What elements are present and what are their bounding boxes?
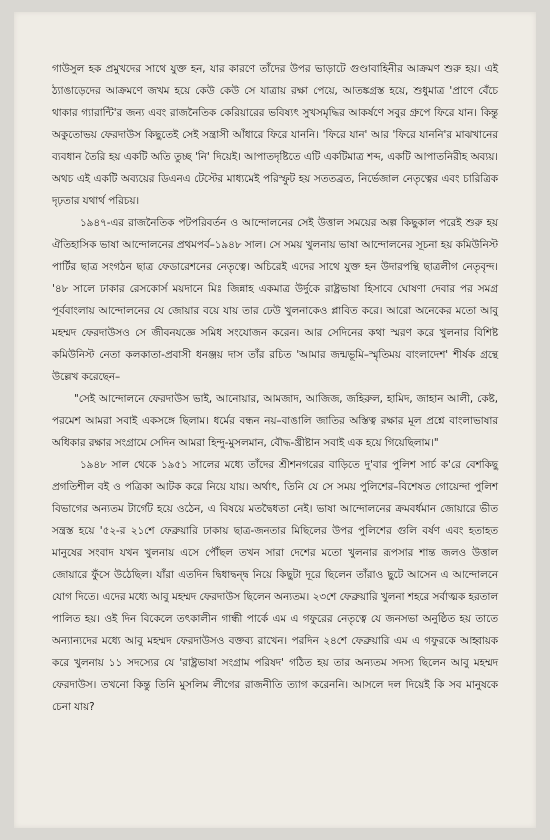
paragraph-3: ১৯৪৮ সাল থেকে ১৯৫১ সালের মধ্যে তাঁদের শ্রীশনগরের বাড়িতে দু'বার পুলিশ সার্চ ক'রে বেশকিছু প্রগতিশীল বই ও পত্রিকা আটক করে নিয়ে যায়। অর্থাৎ, তিনি যে সে সময় পুলিশের–বিশেষত গোয়েন্দা পুলিশ বিভাগের অন্যতম টার্গেট হয়ে ওঠেন, এ বিষয়ে মতদ্বৈধতা নেই। ভাষা আন্দোলনের ক্রমবর্ধমান জোয়ারে ভীত সন্ত্রস্ত হয়ে '৫২-র ২১শে ফেব্রুয়ারি ঢাকায় ছাত্র-জনতার মিছিলের উপর পুলিশের গুলি বর্ষণ এবং হতাহত মানুষের সংবাদ যখন খুলনায় এসে পৌঁছল তখন সারা দেশের মতো খুলনার রূপসার শান্ত জলও উত্তাল জোয়ারে ফুঁসে উঠেছিল। যাঁরা এতদিন দ্বিধাদ্বন্দ্ব নিয়ে কিছুটা দূরে ছিলেন তাঁরাও ছুটে আসেন এ আন্দোলনে যোগ দিতে। এদের মধ্যে আবু মহম্মদ ফেরদাউস ছিলেন অন্যতম। ২৩শে ফেব্রুয়ারি খুলনা শহরে সর্বাত্মক হরতাল পালিত হয়। ওই দিন বিকেলে তৎকালীন গান্ধী পার্কে এম এ গফুরের নেতৃত্বে যে জনসভা অনুষ্ঠিত হয় তাতে অন্যান্যদের মধ্যে আবু মহম্মদ ফেরদাউসও বক্তব্য রাখেন। পরদিন ২৪শে ফেব্রুয়ারি এম এ গফুরকে আহ্বায়ক করে খুলনায় ১১ সদস্যের যে 'রাষ্ট্রভাষা সংগ্রাম পরিষদ' গঠিত হয় তার অন্যতম সদস্য ছিলেন আবু মহম্মদ ফেরদাউস। তখনো কিন্তু তিনি মুসলিম লীগের রাজনীতি ত্যাগ করেননি। আসলে দল দিয়েই কি সব মানুষকে চেনা যায়?	[52, 459, 498, 713]
paragraph-1: গাউসুল হক প্রমুখদের সাথে যুক্ত হন, যার কারণে তাঁদের উপর ভাড়াটে গুণ্ডাবাহিনীর আক্রমণ শুরু হয়। এই ঠ্যাঙাড়েদের আক্রমণে জখম হয়ে কেউ কেউ সে যাত্রায় রক্ষা পেয়ে, আতঙ্কগ্রস্ত হয়ে, শুধুমাত্র 'প্রাণে বেঁচে থাকার গ্যারান্টি'র জন্য এবং রাজনৈতিক কেরিয়ারের ভবিষ্যৎ সুখসমৃদ্ধির আকর্ষণে সবুর গ্রুপে ফিরে যান। কিন্তু অকুতোভয় ফেরদাউস কিছুতেই সেই সন্ত্রাসী আঁধারে ফিরে যাননি। 'ফিরে যান' আর 'ফিরে যাননি'র মাঝখানের ব্যবধান তৈরি হয় একটি অতি তুচ্ছ 'নি' দিয়েই। আপাতদৃষ্টিতে এটি একটিমাত্র শব্দ, একটি আপাতনিরীহ অব্যয়। অথচ এই একটি অব্যয়ের ডিএনএ টেস্টের মাধ্যমেই পরিস্ফুট হয় সততব্রত, নির্ভেজাল নেতৃত্বের এবং চারিত্রিক দৃঢ়তার যথার্থ পরিচয়।	[52, 63, 498, 207]
book-page	[14, 12, 536, 828]
block-quote: "সেই আন্দোলনে ফেরদাউস ভাই, আনোয়ার, আমজাদ, আজিজ, জহিরুল, হামিদ, জাহান আলী, কেষ্ট, পরমেশ আমরা সবাই একসঙ্গে ছিলাম। ধর্মের বন্ধন নয়–বাঙালি জাতির অস্তিত্ব রক্ষার মূল প্রশ্নে বাংলাভাষার অধিকার রক্ষার সংগ্রামে সেদিন আমরা হিন্দু-মুসলমান, বৌদ্ধ-খ্রীষ্টান সবাই এক হয়ে গিয়েছিলাম।"	[52, 393, 498, 449]
page-body-text	[52, 58, 498, 718]
paragraph-2: ১৯৪৭-এর রাজনৈতিক পটপরিবর্তন ও আন্দোলনের সেই উত্তাল সময়ের অল্প কিছুকাল পরেই শুরু হয় ঐতিহাসিক ভাষা আন্দোলনের প্রথমপর্ব–১৯৪৮ সাল। সে সময় খুলনায় ভাষা আন্দোলনের সূচনা হয় কমিউনিস্ট পার্টির ছাত্র সংগঠন ছাত্র ফেডারেশনের নেতৃত্বে। অচিরেই এদের সাথে যুক্ত হন উদারপন্থি ছাত্রলীগ নেতৃবৃন্দ। '৪৮ সালে ঢাকার রেসকোর্স ময়দানে মিঃ জিন্নাহ একমাত্র উর্দুকে রাষ্ট্রভাষা হিসাবে ঘোষণা দেবার পর সমগ্র পূর্ববাংলায় আন্দোলনের যে জোয়ার বয়ে যায় তার ঢেউ খুলনাকেও প্লাবিত করে। আরো অনেকের মতো আবু মহম্মদ ফেরদাউসও সে জীবনযজ্ঞে সমিধ সংযোজন করেন। আর সেদিনের কথা স্মরণ করে খুলনার বিশিষ্ট কমিউনিস্ট নেতা কলকাতা-প্রবাসী ধনঞ্জয় দাস তাঁর রচিত 'আমার জন্মভূমি–স্মৃতিময় বাংলাদেশ' শীর্ষক গ্রন্থে উল্লেখ করেছেন–	[52, 217, 498, 383]
